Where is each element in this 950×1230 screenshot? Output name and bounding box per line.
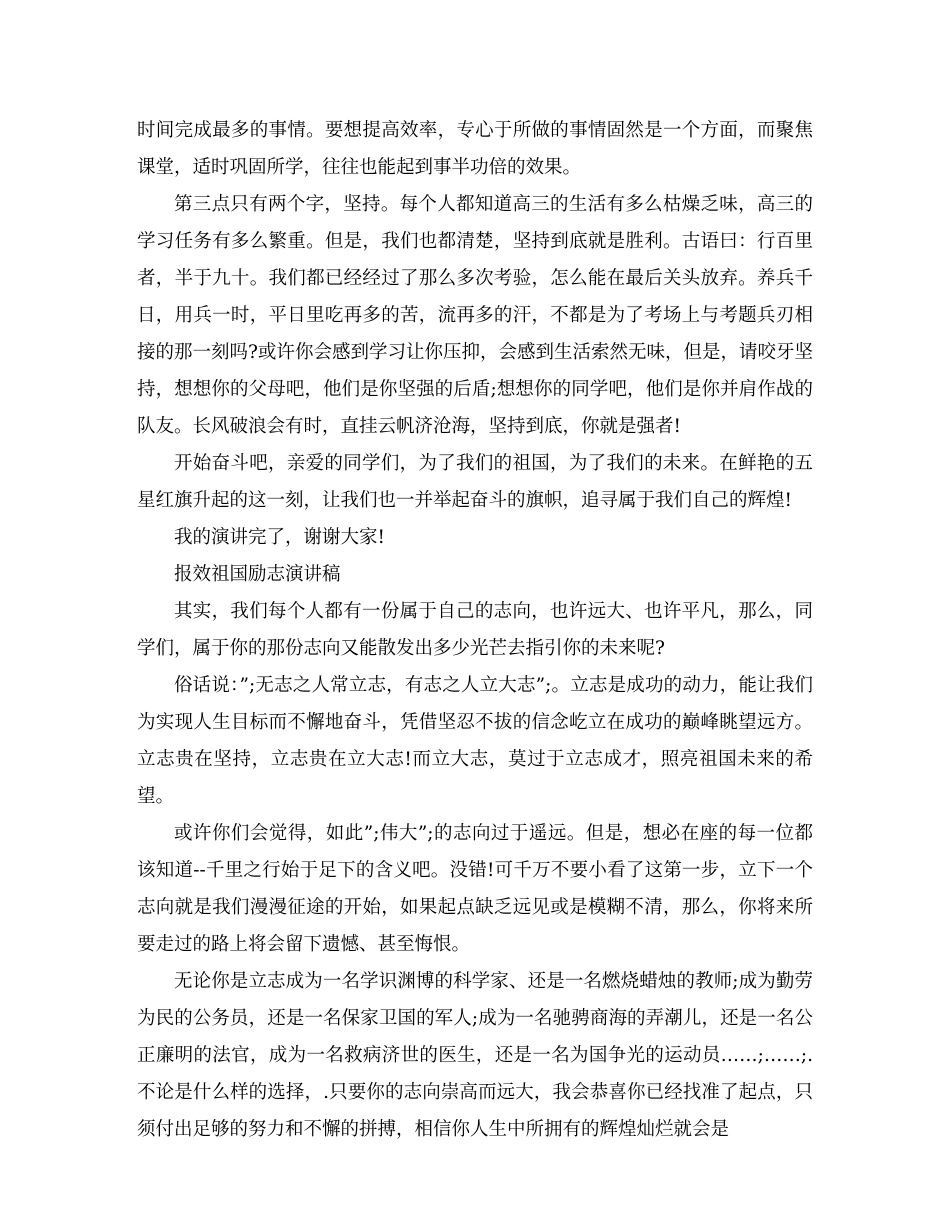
paragraph-career-choices: 无论你是立志成为一名学识渊博的科学家、还是一名燃烧蜡烛的教师;成为勤劳为民的公务员，还是一名保家卫国的军人;成为一名驰骋商海的弄潮儿，还是一名公正廉明的法官，成为一名救病济世的医生，还是一名为国争光的运动员……;……;.不论是什么样的选择，.只要你的志向崇高而远大，我会恭喜你已经找准了起点，只须付出足够的努力和不懈的拼搏，相信你人生中所拥有的辉煌灿烂就会是	[137, 971, 813, 1140]
paragraph-call-to-strive: 开始奋斗吧，亲爱的同学们，为了我们的祖国，为了我们的未来。在鲜艳的五星红旗升起的这一刻，让我们也一并举起奋斗的旗帜，追寻属于我们自己的辉煌!	[137, 453, 813, 511]
paragraph-first-step: 或许你们会觉得，如此”;伟大”;的志向过于遥远。但是，想必在座的每一位都该知道--千里之行始于足下的含义吧。没错!可千万不要小看了这第一步，立下一个志向就是我们漫漫征途的开始，如果起点缺乏远见或是模糊不清，那么，你将来所要走过的路上将会留下遗憾、甚至悔恨。	[137, 823, 813, 955]
paragraph-speech-closing: 我的演讲完了，谢谢大家!	[174, 527, 385, 548]
paragraph-efficiency-continued: 时间完成最多的事情。要想提高效率，专心于所做的事情固然是一个方面，而聚焦课堂，适时巩固所学，往往也能起到事半功倍的效果。	[137, 120, 813, 178]
paragraph-aspiration-intro: 其实，我们每个人都有一份属于自己的志向，也许远大、也许平凡，那么，同学们，属于你的那份志向又能散发出多少光芒去指引你的未来呢?	[137, 601, 813, 659]
paragraph-proverb: 俗话说：”;无志之人常立志，有志之人立大志”;。立志是成功的动力，能让我们为实现人生目标而不懈地奋斗，凭借坚忍不拔的信念屹立在成功的巅峰眺望远方。立志贵在坚持，立志贵在立大志!而立大志，莫过于立志成才，照亮祖国未来的希望。	[137, 675, 813, 807]
paragraph-persistence: 第三点只有两个字，坚持。每个人都知道高三的生活有多么枯燥乏味，高三的学习任务有多么繁重。但是，我们也都清楚，坚持到底就是胜利。古语曰：行百里者，半于九十。我们都已经经过了那么多次考验，怎么能在最后关头放弃。养兵千日，用兵一时，平日里吃再多的苦，流再多的汗，不都是为了考场上与考题兵刃相接的那一刻吗?或许你会感到学习让你压抑，会感到生活索然无味，但是，请咬牙坚持，想想你的父母吧，他们是你坚强的后盾;想想你的同学吧，他们是你并肩作战的队友。长风破浪会有时，直挂云帆济沧海，坚持到底，你就是强者!	[137, 194, 813, 437]
document-page	[137, 112, 813, 1148]
speech-title: 报效祖国励志演讲稿	[174, 564, 341, 585]
